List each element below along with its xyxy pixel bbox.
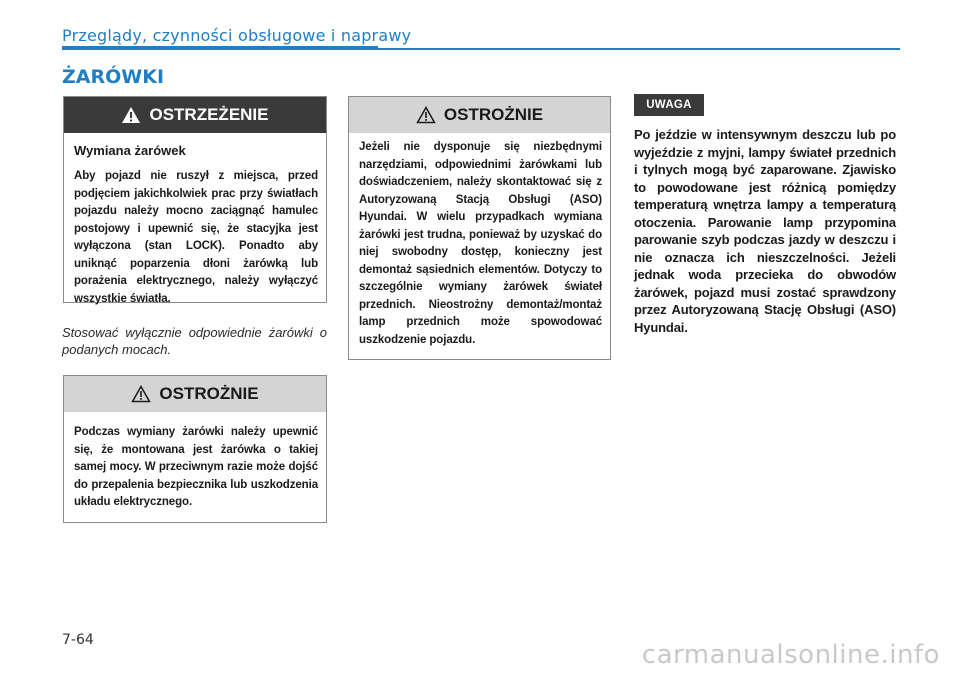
caution-box-2 [348,96,611,360]
caution-box-1-heading: OSTROŻNIE [159,384,259,403]
watermark: carmanualsonline.info [641,640,940,670]
warning-box-heading: OSTRZEŻENIE [149,105,269,124]
chapter-rule [62,48,900,50]
section-title: ŻARÓWKI [62,66,165,88]
warning-box [63,96,327,303]
note-badge: UWAGA [634,94,704,116]
warning-box-subtitle: Wymiana żarówek [74,143,186,158]
caution-box-2-heading: OSTROŻNIE [443,105,544,124]
chapter-title: Przeglądy, czynności obsługowe i naprawy [62,26,412,45]
italic-note: Stosować wyłącznie odpowiednie żarówki o podanych mocach. [62,325,327,357]
page-number: 7-64 [62,632,94,648]
warning-triangle-icon [416,106,436,124]
caution-box-1-header [64,376,326,412]
warning-triangle-icon [121,106,141,124]
caution-box-1 [63,375,327,523]
warning-triangle-icon [131,385,151,403]
warning-box-text: Aby pojazd nie ruszył z miejsca, przed podjęciem jakichkolwiek prac przy światłach pojazdu należy mocno zaciągnąć hamulec postojowy i upewnić się, że stacyjka jest wyłączona (stan LOCK). Ponadto aby uniknąć poparzenia dłoni żarówką lub porażenia elektrycznego, należy wyłączyć wszystkie światła. [74,170,318,305]
caution-box-2-text: Jeżeli nie dysponuje się niezbędnymi narzędziami, odpowiednimi żarówkami lub doświadczeniem, należy skontaktować się z Autoryzowaną Stacją Obsługi (ASO) Hyundai. W wielu przypadkach wymiana żarówki jest trudna, ponieważ by uzyskać do niej swobodny dostęp, konieczny jest demontaż sąsiednich elementów. Dotyczy to szczególnie wymiany żarówek świateł przednich. Nieostrożny demontaż/montaż lamp przednich może spowodować uszkodzenie pojazdu. [359,141,602,346]
caution-box-1-text: Podczas wymiany żarówki należy upewnić się, że montowana jest żarówka o takiej samej mocy. W przeciwnym razie może dojść do przepalenia bezpiecznika lub uszkodzenia układu elektrycznego. [74,426,318,508]
note-text: Po jeździe w intensywnym deszczu lub po wyjeździe z myjni, lampy świateł przednich i tylnych mogą być zaparowane. Zjawisko to powodowane jest różnicą pomiędzy temperaturą wnętrza lampy a temperaturą otoczenia. Parowanie lamp przypomina parowanie szyb podczas jazdy w deszczu i nie oznacza ich nieszczelności. Jeżeli jednak woda przecieka do obwodów żarówek, pojazd musi zostać sprawdzony przez Autoryzowaną Stację Obsługi (ASO) Hyundai. [634,127,896,335]
warning-box-header [64,97,326,133]
caution-box-2-header [349,97,610,133]
